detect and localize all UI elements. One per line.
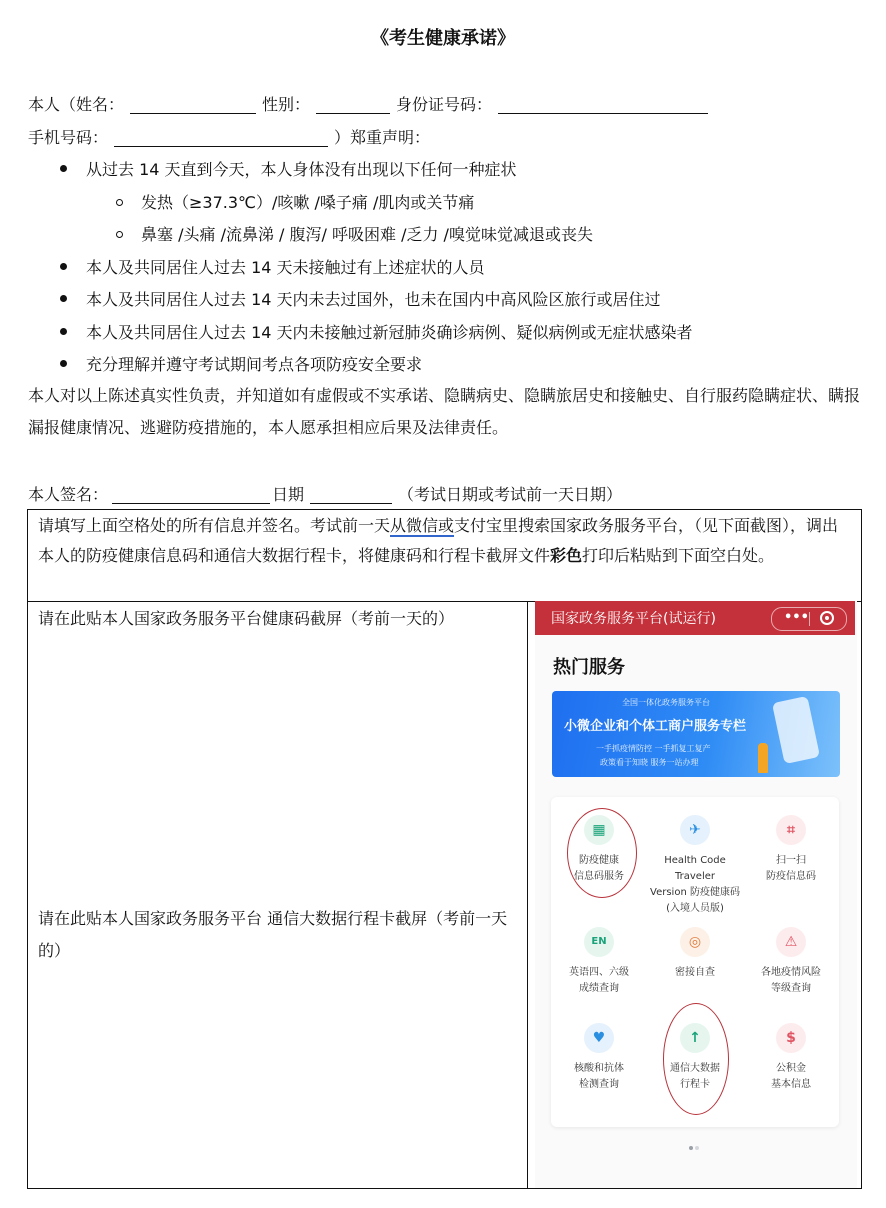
bullet-dot-icon — [60, 328, 67, 335]
bullet-text: 本人及共同居住人过去 14 天内未去过国外，也未在国内中高风险区旅行或居住过 — [86, 290, 661, 309]
paste-table — [27, 509, 862, 1189]
banner-subline: 一手抓疫情防控 一手抓复工复产 — [596, 744, 711, 753]
table-divider — [527, 601, 528, 1188]
banner-subline: 政策看于知晓 服务一站办理 — [600, 758, 699, 767]
highlight-ring — [567, 808, 637, 898]
page-dot — [695, 1146, 699, 1150]
bullet-symptoms — [60, 157, 517, 180]
travel-card-paste-cell: 请在此贴本人国家政务服务平台 通信大数据行程卡截屏（考前一天的） — [38, 909, 508, 960]
instruction-bold: 彩色 — [550, 546, 583, 565]
instruction-part: 打印后粘贴到下面空白处。 — [582, 546, 775, 565]
service-label: 通信大数据 行程卡 — [670, 1063, 720, 1090]
gender-field[interactable] — [316, 95, 390, 114]
app-header — [535, 601, 855, 635]
signature-line — [28, 482, 622, 505]
bullet-cases — [60, 320, 693, 343]
instruction-underlined: 从微信或 — [390, 516, 455, 535]
banner-caption: 全国一体化政务服务平台 — [622, 698, 710, 707]
hot-services-title: 热门服务 — [553, 657, 625, 678]
bullet-dot-icon — [60, 295, 67, 302]
service-icon — [584, 927, 614, 957]
declaration-label: ）郑重声明： — [334, 128, 431, 147]
sub-bullet-text: 鼻塞 /头痛 /流鼻涕 / 腹泻/ 呼吸困难 /乏力 /嗅觉味觉减退或丧失 — [141, 225, 593, 244]
bullet-text: 充分理解并遵守考试期间考点各项防疫安全要求 — [86, 355, 423, 374]
service-icon — [680, 927, 710, 957]
responsibility-paragraph: 本人对以上陈述真实性负责，并知道如有虚假或不实承诺、隐瞒病史、隐瞒旅居史和接触史、自行服药隐瞒症状、瞒报漏报健康情况、逃避防疫措施的，本人愿承担相应后果及法律责任。 — [28, 386, 861, 437]
service-label: 密接自查 — [675, 967, 715, 978]
service-glyph-icon: ▦ — [592, 822, 606, 838]
banner-phone-illustration — [772, 696, 820, 764]
service-label: 公积金 基本信息 — [771, 1063, 811, 1090]
service-label: Health Code Traveler Version 防疫健康码 (入境人员版) — [650, 855, 740, 914]
bullet-dot-icon — [60, 360, 67, 367]
service-label: 英语四、六级 成绩查询 — [569, 967, 629, 994]
instruction-cell — [28, 510, 861, 602]
service-item[interactable] — [647, 927, 743, 981]
service-glyph-icon: ◎ — [688, 934, 702, 950]
id-number-field[interactable] — [498, 95, 708, 114]
service-glyph-icon: ↑ — [689, 1030, 701, 1046]
promo-banner[interactable] — [552, 691, 840, 777]
sub-bullet-fever — [116, 190, 474, 213]
bullet-contact — [60, 255, 485, 278]
sub-bullet-circle-icon — [116, 199, 123, 206]
service-glyph-icon: EN — [591, 936, 607, 947]
service-glyph-icon: $ — [786, 1030, 796, 1046]
bullet-dot-icon — [60, 165, 67, 172]
service-icon — [776, 927, 806, 957]
instruction-text — [38, 511, 853, 571]
phone-field[interactable] — [114, 128, 328, 147]
bullet-text: 本人及共同居住人过去 14 天未接触过有上述症状的人员 — [86, 258, 485, 277]
highlight-ring — [663, 1003, 729, 1115]
service-label: 扫一扫 防疫信息码 — [766, 855, 816, 882]
service-icon — [776, 815, 806, 845]
service-item[interactable] — [551, 1023, 647, 1093]
date-field[interactable] — [310, 485, 392, 504]
instruction-part: 请填写上面空格处的所有信息并签名。考试前一天 — [38, 516, 391, 535]
banner-headline: 小微企业和个体工商户服务专栏 — [564, 719, 747, 734]
service-label: 防疫健康 信息码服务 — [574, 855, 624, 882]
service-item[interactable] — [551, 927, 647, 997]
date-label: 日期 — [272, 485, 305, 504]
service-glyph-icon: ⌗ — [787, 822, 795, 838]
app-header-title: 国家政务服务平台(试运行) — [551, 611, 716, 627]
signature-label: 本人签名： — [28, 485, 109, 504]
page-dot-active — [689, 1146, 693, 1150]
service-item[interactable] — [647, 815, 743, 917]
service-label: 各地疫情风险 等级查询 — [761, 967, 821, 994]
bullet-travel — [60, 287, 661, 310]
service-item[interactable] — [743, 1023, 839, 1093]
service-icon — [680, 815, 710, 845]
name-field[interactable] — [130, 95, 256, 114]
sub-bullet-text: 发热（≥37.3℃）/咳嗽 /嗓子痛 /肌肉或关节痛 — [141, 193, 475, 212]
identity-line-2 — [28, 125, 430, 148]
capsule-separator — [809, 612, 810, 626]
date-note: （考试日期或考试前一天日期） — [398, 485, 623, 504]
instruction-part: 支付宝里搜索国家政务服务平台，（见下面截图），调出本人的防疫健康信息码和通信大数据行程卡，将健康码和行程卡截屏文件 — [38, 516, 839, 565]
service-glyph-icon: ⚠ — [784, 934, 798, 950]
sub-bullet-circle-icon — [116, 231, 123, 238]
id-number-label: 身份证号码： — [396, 95, 493, 114]
capsule-menu[interactable] — [771, 607, 847, 631]
service-item[interactable] — [743, 927, 839, 997]
service-glyph-icon: ♥ — [592, 1030, 606, 1046]
service-icon — [776, 1023, 806, 1053]
service-icon — [584, 1023, 614, 1053]
bullet-text: 从过去 14 天直到今天，本人身体没有出现以下任何一种症状 — [86, 160, 517, 179]
gender-label: 性别： — [262, 95, 311, 114]
bullet-dot-icon — [60, 263, 67, 270]
identity-line-1 — [28, 92, 714, 115]
service-label: 核酸和抗体 检测查询 — [574, 1063, 624, 1090]
name-label: 本人（姓名： — [28, 95, 125, 114]
signature-field[interactable] — [112, 485, 270, 504]
bullet-text: 本人及共同居住人过去 14 天内未接触过新冠肺炎确诊病例、疑似病例或无症状感染者 — [86, 323, 693, 342]
sub-bullet-other — [116, 222, 593, 245]
service-item[interactable] — [743, 815, 839, 885]
app-screenshot — [535, 601, 857, 1188]
banner-person-illustration — [758, 743, 768, 773]
phone-label: 手机号码： — [28, 128, 109, 147]
health-code-paste-cell: 请在此贴本人国家政务服务平台健康码截屏（考前一天的） — [38, 609, 455, 628]
document-title: 《考生健康承诺》 — [371, 28, 515, 49]
service-glyph-icon: ✈ — [689, 822, 701, 838]
bullet-rules — [60, 352, 422, 375]
close-icon[interactable] — [820, 611, 834, 625]
more-icon[interactable]: ••• — [784, 610, 809, 625]
page-indicator — [688, 1135, 700, 1154]
